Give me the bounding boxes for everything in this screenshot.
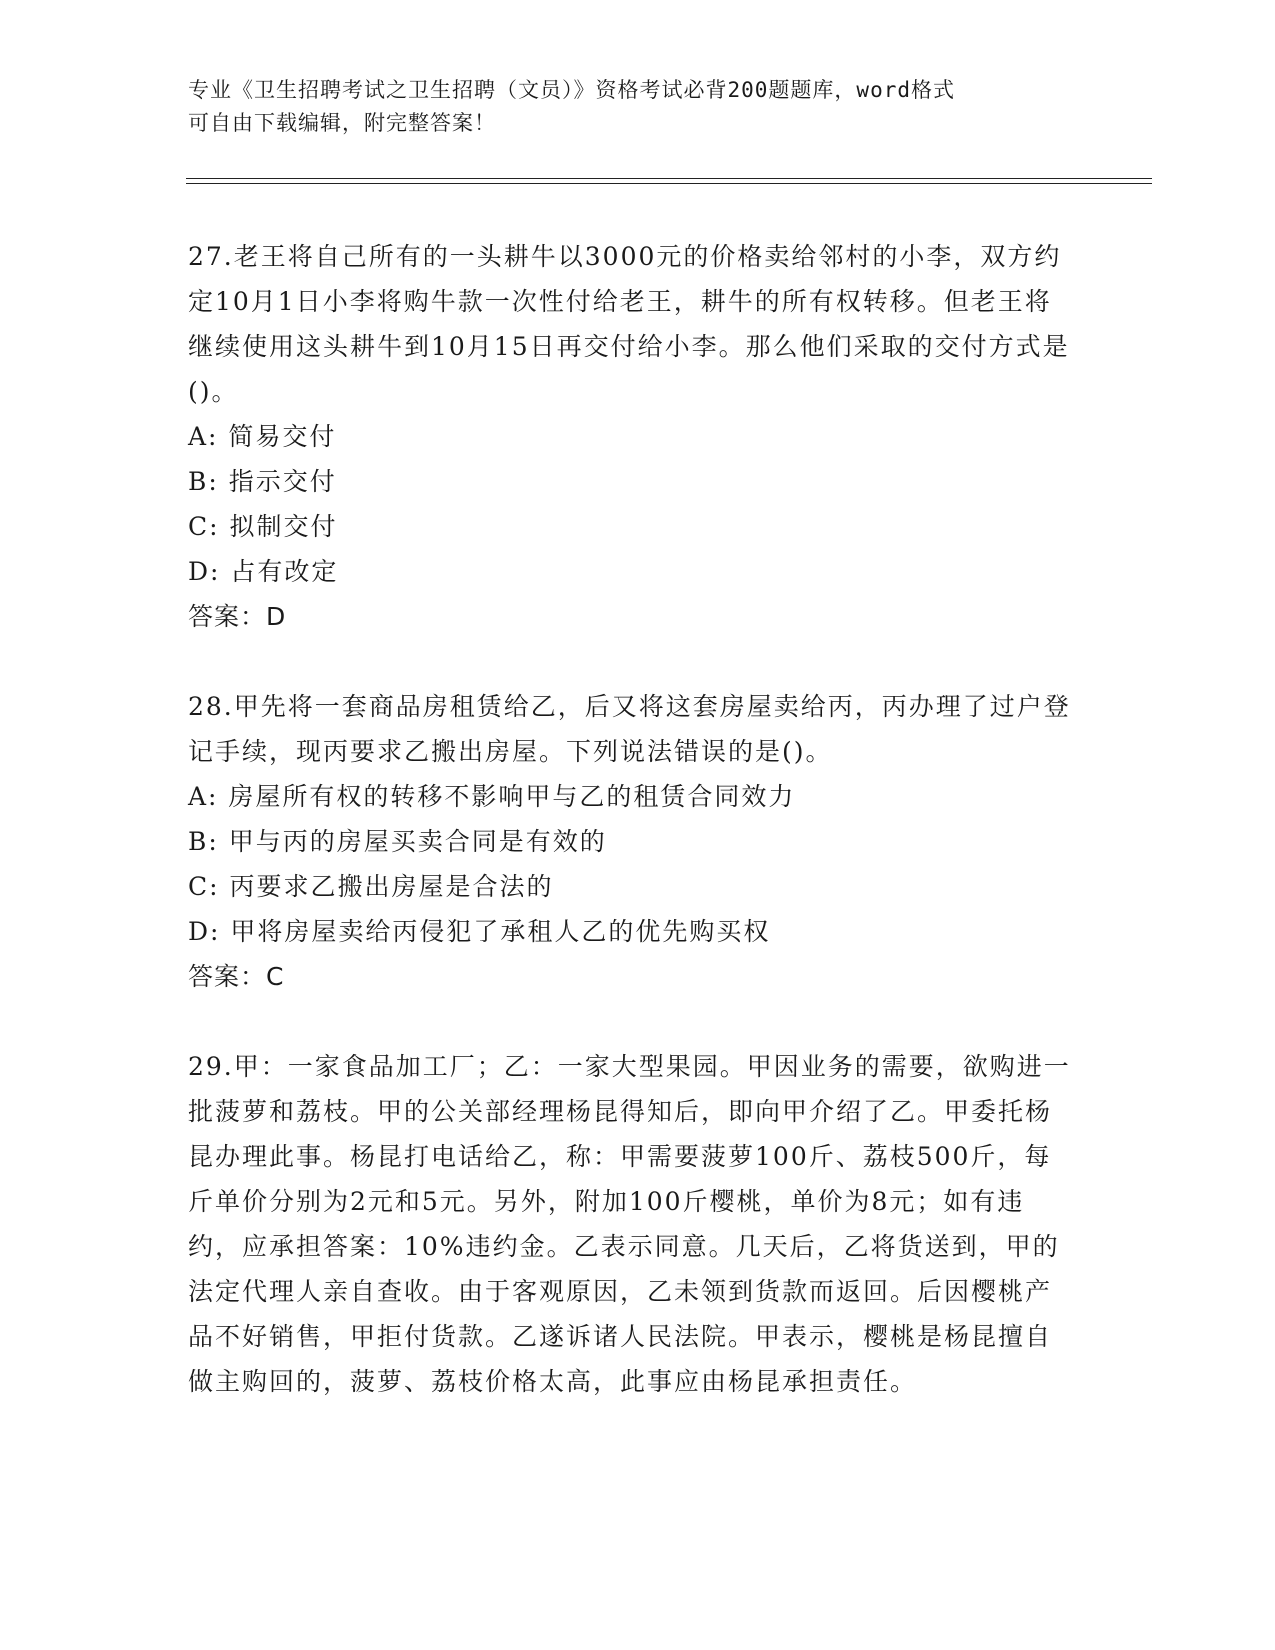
question-stem: 28.甲先将一套商品房租赁给乙，后又将这套房屋卖给丙，丙办理了过户登记手续，现丙要求乙搬出房屋。下列说法错误的是()。 (188, 692, 1071, 766)
document-header (188, 74, 1068, 140)
option-d: D: 甲将房屋卖给丙侵犯了承租人乙的优先购买权 (188, 917, 771, 946)
option-b: B: 指示交付 (188, 467, 337, 496)
question-29 (188, 1044, 1078, 1404)
option-c: C: 拟制交付 (188, 512, 338, 541)
option-b: B: 甲与丙的房屋买卖合同是有效的 (188, 827, 607, 856)
answer-line: 答案：C (188, 962, 285, 991)
question-stem: 29.甲：一家食品加工厂；乙：一家大型果园。甲因业务的需要，欲购进一批菠萝和荔枝。甲的公关部经理杨昆得知后，即向甲介绍了乙。甲委托杨昆办理此事。杨昆打电话给乙，称：甲需要菠萝100斤、荔枝500斤，每斤单价分别为2元和5元。另外，附加100斤樱桃，单价为8元；如有违约，应承担答案：10%违约金。乙表示同意。几天后，乙将货送到，甲的法定代理人亲自查收。由于客观原因，乙未领到货款而返回。后因樱桃产品不好销售，甲拒付货款。乙遂诉诸人民法院。甲表示，樱桃是杨昆擅自做主购回的，菠萝、荔枝价格太高，此事应由杨昆承担责任。 (188, 1052, 1071, 1396)
answer-line: 答案：D (188, 602, 287, 631)
question-stem: 27.老王将自己所有的一头耕牛以3000元的价格卖给邻村的小李，双方约定10月1日小李将购牛款一次性付给老王，耕牛的所有权转移。但老王将继续使用这头耕牛到10月15日再交付给小李。那么他们采取的交付方式是()。 (188, 242, 1070, 406)
option-c: C: 丙要求乙搬出房屋是合法的 (188, 872, 554, 901)
question-27 (188, 234, 1078, 639)
header-line-2: 可自由下载编辑，附完整答案！ (188, 111, 496, 135)
option-a: A: 房屋所有权的转移不影响甲与乙的租赁合同效力 (188, 782, 796, 811)
header-line-1: 专业《卫生招聘考试之卫生招聘（文员）》资格考试必背200题题库，word格式 (188, 78, 955, 102)
question-spacer (188, 999, 1078, 1044)
header-rule-bottom (186, 183, 1152, 184)
header-rule-top (186, 178, 1152, 179)
question-spacer (188, 639, 1078, 684)
option-d: D: 占有改定 (188, 557, 339, 586)
question-list (188, 234, 1078, 1404)
option-a: A: 简易交付 (188, 422, 337, 451)
question-28 (188, 684, 1078, 999)
